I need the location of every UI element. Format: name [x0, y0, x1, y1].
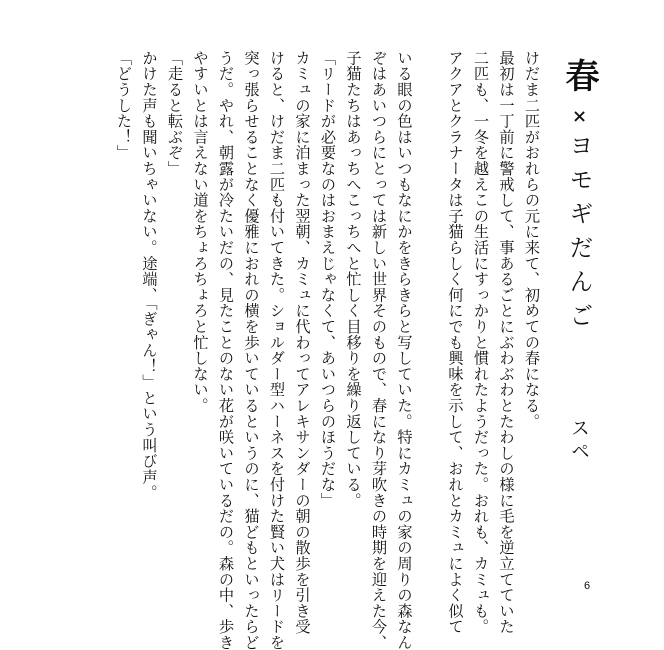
text-line: やすいとは言えない道をちょろちょろと忙しない。	[191, 50, 210, 414]
title-text	[556, 58, 602, 478]
story-body	[111, 50, 545, 650]
title-kanji: 春	[559, 58, 599, 106]
author-name: スペ	[568, 418, 590, 464]
text-line: 二匹も、一冬を越えこの生活にすっかりと慣れたようだった。おれも、カミュも。	[472, 50, 490, 635]
text-line: 子猫たちはあっちへこっちへと忙しく目移りを繰り返している。	[344, 50, 363, 509]
text-line: いる眼の色はいつもなにかをきらきらと写していた。特にカミュの家の周りの森なん	[395, 50, 414, 650]
text-line: 「走ると転ぶぞ」	[166, 50, 184, 177]
text-line: 「リードが必要なのはおまえじゃなくて、あいつらのほうだな」	[319, 50, 337, 509]
story-title	[556, 58, 602, 478]
text-line: 最初は一丁前に警戒して、事あるごとにぶわぶわとたわしの様に毛を逆立てていた	[497, 50, 516, 635]
text-line: けだま二匹がおれらの元に来て、初めての春になる。	[523, 50, 541, 430]
text-line: うだ。やれ、朝露が冷たいだの、見たことのない花が咲いているだの。森の中、歩き	[217, 50, 235, 650]
text-line: カミュの家に泊まった翌朝、カミュに代わってアレキサンダーの朝の散歩を引き受	[293, 50, 312, 635]
title-kana: ヨモギだんご	[565, 133, 593, 337]
text-line: かけた声も聞いちゃいない。途端、「ぎゃん！」という叫び声。	[140, 50, 159, 501]
text-line: けると、けだま二匹も付いてきた。ショルダー型ハーネスを付けた賢い犬はリードを	[268, 50, 286, 650]
title-cross: ×	[569, 106, 590, 133]
page-number: 6	[584, 580, 591, 592]
text-line: アクアとクラナータは子猫らしく何にでも興味を示して、おれとカミュによく似て	[446, 50, 465, 635]
text-line: ぞはあいつらにとっては新しい世界そのもので、春になり芽吹きの時期を迎えた今、	[370, 50, 388, 650]
text-line: 「どうした！」	[115, 50, 133, 161]
text-line: 突っ張らせることなく優雅におれの横を歩いているというのに、猫どもといったらど	[242, 50, 261, 650]
